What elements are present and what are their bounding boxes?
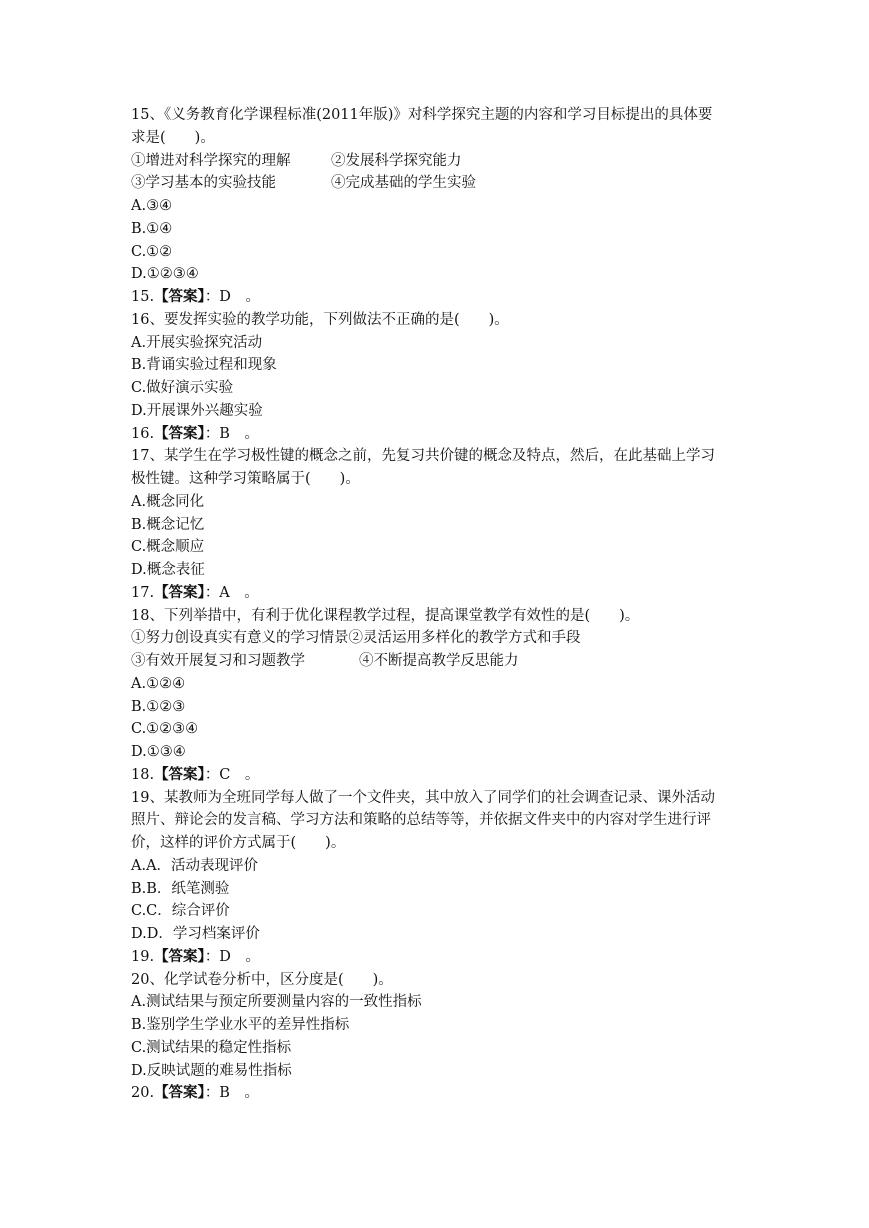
answer-number: 15. [131,289,155,305]
question-17 [131,445,771,604]
statement-row [131,172,771,195]
answer-number: 20. [131,1085,155,1102]
answer-line [131,764,771,787]
option: B.①④ [131,220,173,237]
question-stem: 18、下列举措中，有利于优化课程教学过程，提高课堂教学有效性的是( )。 [131,607,640,624]
statement: ③学习基本的实验技能 [131,175,276,192]
statement: ③有效开展复习和习题教学 [131,653,305,669]
statement-row [131,650,771,673]
answer-number: 16. [131,425,155,442]
statement: ①努力创设真实有意义的学习情景 [131,630,349,647]
answer-line [131,582,771,605]
answer-line [131,286,771,309]
question-18 [131,605,771,787]
answer-value: ：C 。 [204,766,260,783]
option: A.测试结果与预定所要测量内容的一致性指标 [131,994,422,1011]
option: B.背诵实验过程和现象 [131,357,277,374]
answer-number: 19. [131,948,155,965]
question-stem: 16、要发挥实验的教学功能，下列做法不正确的是( )。 [131,311,509,328]
statement: ②灵活运用多样化的教学方式和手段 [348,630,581,647]
question-stem: 15、《义务教育化学课程标准(2011年版)》对科学探究主题的内容和学习目标提出的具体要 [131,107,713,123]
answer-label: 【答案】 [154,947,205,965]
question-stem: 照片、辩论会的发言稿、学习方法和策略的总结等等，并依据文件夹中的内容对学生进行评 [131,812,711,829]
option: C.①②③④ [131,721,199,738]
answer-line [131,423,771,446]
option: A.A．活动表现评价 [131,857,259,874]
answer-value: ：D 。 [204,289,260,305]
answer-label: 【答案】 [154,583,205,601]
question-stem: 极性键。这种学习策略属于( )。 [131,471,360,487]
option: C.①② [131,243,173,260]
option: C.做好演示实验 [131,380,234,396]
option: D.概念表征 [131,562,205,578]
question-19 [131,787,771,969]
statement: ④完成基础的学生实验 [331,175,476,192]
option: A.①②④ [131,675,186,692]
option: B.B．纸笔测验 [131,880,230,897]
option: C.概念顺应 [131,539,205,556]
option: D.①②③④ [131,266,199,283]
answer-label: 【答案】 [154,424,205,442]
option: D.开展课外兴趣实验 [131,402,263,419]
statement: ②发展科学探究能力 [331,152,462,169]
answer-value: ：D 。 [204,948,260,965]
option: B.①②③ [131,698,186,715]
option: B.鉴别学生学业水平的差异性指标 [131,1017,350,1033]
statement-row [131,150,771,173]
answer-line [131,1082,771,1105]
statement-row [131,627,771,650]
question-20 [131,969,771,1106]
answer-value: ：B 。 [204,425,259,442]
option: A.概念同化 [131,493,205,510]
option: D.反映试题的难易性指标 [131,1062,292,1079]
answer-value: ：B 。 [204,1085,259,1102]
answer-value: ：A 。 [204,584,259,601]
document-page [131,104,771,1105]
option: A.开展实验探究活动 [131,334,263,351]
option: D.D．学习档案评价 [131,926,260,942]
answer-number: 17. [131,584,155,601]
statement: ①增进对科学探究的理解 [131,152,291,169]
question-16 [131,309,771,446]
question-15 [131,104,771,309]
option: D.①③④ [131,744,186,760]
question-stem: 求是( )。 [131,129,215,146]
option: C.C．综合评价 [131,903,230,920]
question-stem: 20、化学试卷分析中，区分度是( )。 [131,971,393,988]
question-stem: 17、某学生在学习极性键的概念之前，先复习共价键的概念及特点，然后，在此基础上学习 [131,448,715,465]
question-stem: 19、某教师为全班同学每人做了一个文件夹，其中放入了同学们的社会调查记录、课外活动 [131,789,715,806]
option: C.测试结果的稳定性指标 [131,1039,292,1056]
option: B.概念记忆 [131,516,205,533]
question-stem: 价，这样的评价方式属于( )。 [131,835,346,851]
answer-label: 【答案】 [154,288,205,305]
answer-number: 18. [131,766,155,783]
statement: ④不断提高教学反思能力 [359,653,519,669]
answer-label: 【答案】 [154,765,205,783]
option: A.③④ [131,198,173,214]
answer-line [131,946,771,969]
answer-label: 【答案】 [154,1084,205,1102]
